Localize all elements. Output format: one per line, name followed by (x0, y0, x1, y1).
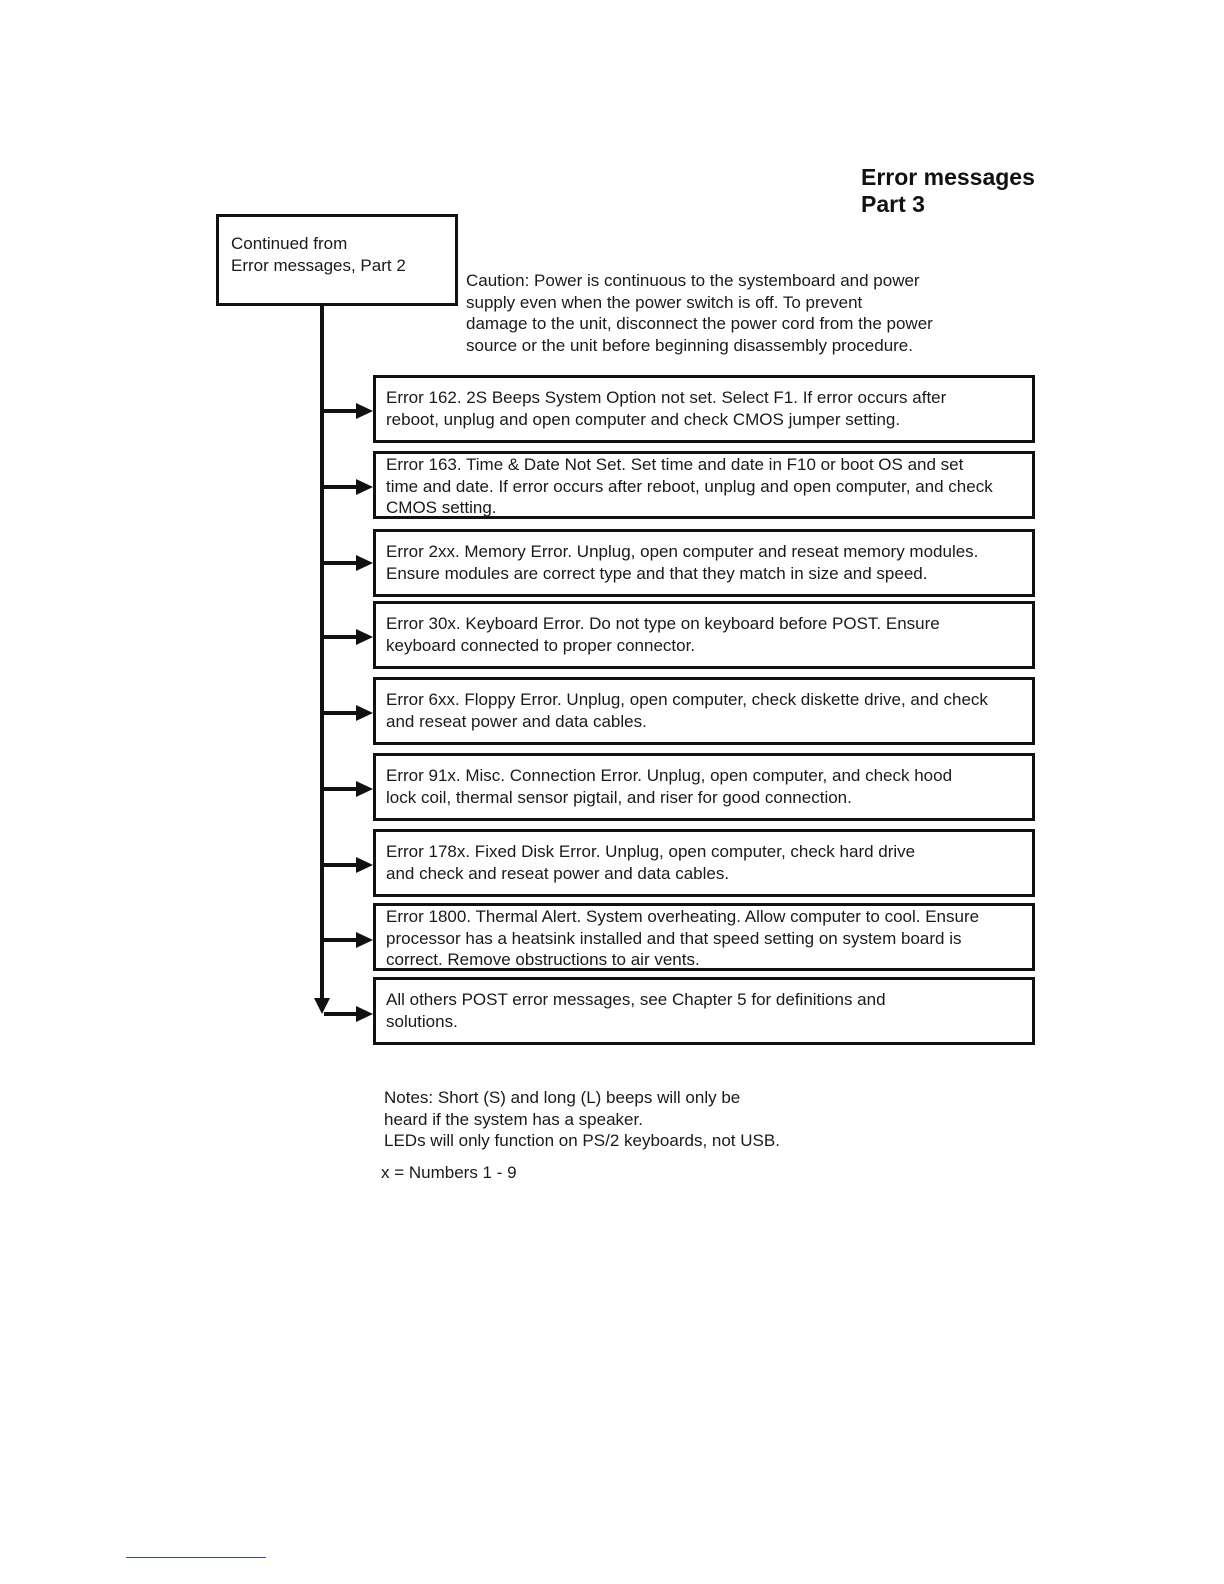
error-box-text: Error 163. Time & Date Not Set. Set time and date in F10 or boot OS and set time and date. If error occurs after reboot, unplug and open computer, and check CMOS setting. (386, 455, 993, 517)
branch-arrow-1 (324, 409, 358, 413)
start-box-text: Continued from Error messages, Part 2 (231, 234, 406, 275)
error-box-text: Error 30x. Keyboard Error. Do not type on keyboard before POST. Ensure keyboard connected to proper connector. (386, 614, 940, 655)
branch-arrowhead-1 (356, 403, 373, 419)
error-box-text: Error 1800. Thermal Alert. System overheating. Allow computer to cool. Ensure processor has a heatsink installed and that speed setting on system board is correct. Remove obstructions to air vents. (386, 907, 980, 969)
branch-arrow-5 (324, 711, 358, 715)
branch-arrow-3 (324, 561, 358, 565)
branch-arrowhead-6 (356, 781, 373, 797)
error-box-163 (373, 451, 1035, 519)
branch-arrowhead-9 (356, 1006, 373, 1022)
error-box-178x (373, 829, 1035, 897)
error-box-162 (373, 375, 1035, 443)
page-title (861, 164, 1035, 218)
error-box-text: Error 162. 2S Beeps System Option not set. Select F1. If error occurs after reboot, unplug and open computer and check CMOS jumper setting. (386, 388, 947, 429)
error-box-91x (373, 753, 1035, 821)
branch-arrowhead-7 (356, 857, 373, 873)
title-line-2: Part 3 (861, 191, 925, 217)
branch-arrow-7 (324, 863, 358, 867)
branch-arrow-4 (324, 635, 358, 639)
error-box-2xx (373, 529, 1035, 597)
error-box-text: Error 91x. Misc. Connection Error. Unplug, open computer, and check hood lock coil, thermal sensor pigtail, and riser for good connection. (386, 766, 953, 807)
notes-text: Notes: Short (S) and long (L) beeps will only be heard if the system has a speaker. LEDs will only function on PS/2 keyboards, not USB. (384, 1088, 780, 1150)
branch-arrow-6 (324, 787, 358, 791)
branch-arrowhead-2 (356, 479, 373, 495)
branch-arrow-9 (324, 1012, 358, 1016)
error-box-all-others (373, 977, 1035, 1045)
branch-arrowhead-8 (356, 932, 373, 948)
branch-arrow-8 (324, 938, 358, 942)
title-line-1: Error messages (861, 164, 1035, 190)
footer-rule (126, 1557, 266, 1558)
error-box-1800 (373, 903, 1035, 971)
branch-arrowhead-5 (356, 705, 373, 721)
branch-arrowhead-4 (356, 629, 373, 645)
error-box-text: All others POST error messages, see Chapter 5 for definitions and solutions. (386, 990, 886, 1031)
branch-arrow-2 (324, 485, 358, 489)
error-box-text: Error 178x. Fixed Disk Error. Unplug, open computer, check hard drive and check and reseat power and data cables. (386, 842, 916, 883)
caution-note: Caution: Power is continuous to the systemboard and power supply even when the power switch is off. To prevent damage to the unit, disconnect the power cord from the power source or the unit before beginning disassembly procedure. (466, 271, 933, 355)
legend-text: x = Numbers 1 - 9 (381, 1163, 517, 1182)
error-box-6xx (373, 677, 1035, 745)
error-box-30x (373, 601, 1035, 669)
start-box (216, 214, 458, 306)
branch-arrowhead-3 (356, 555, 373, 571)
error-box-text: Error 6xx. Floppy Error. Unplug, open computer, check diskette drive, and check and reseat power and data cables. (386, 690, 988, 731)
error-box-text: Error 2xx. Memory Error. Unplug, open computer and reseat memory modules. Ensure modules are correct type and that they match in size and speed. (386, 542, 979, 583)
